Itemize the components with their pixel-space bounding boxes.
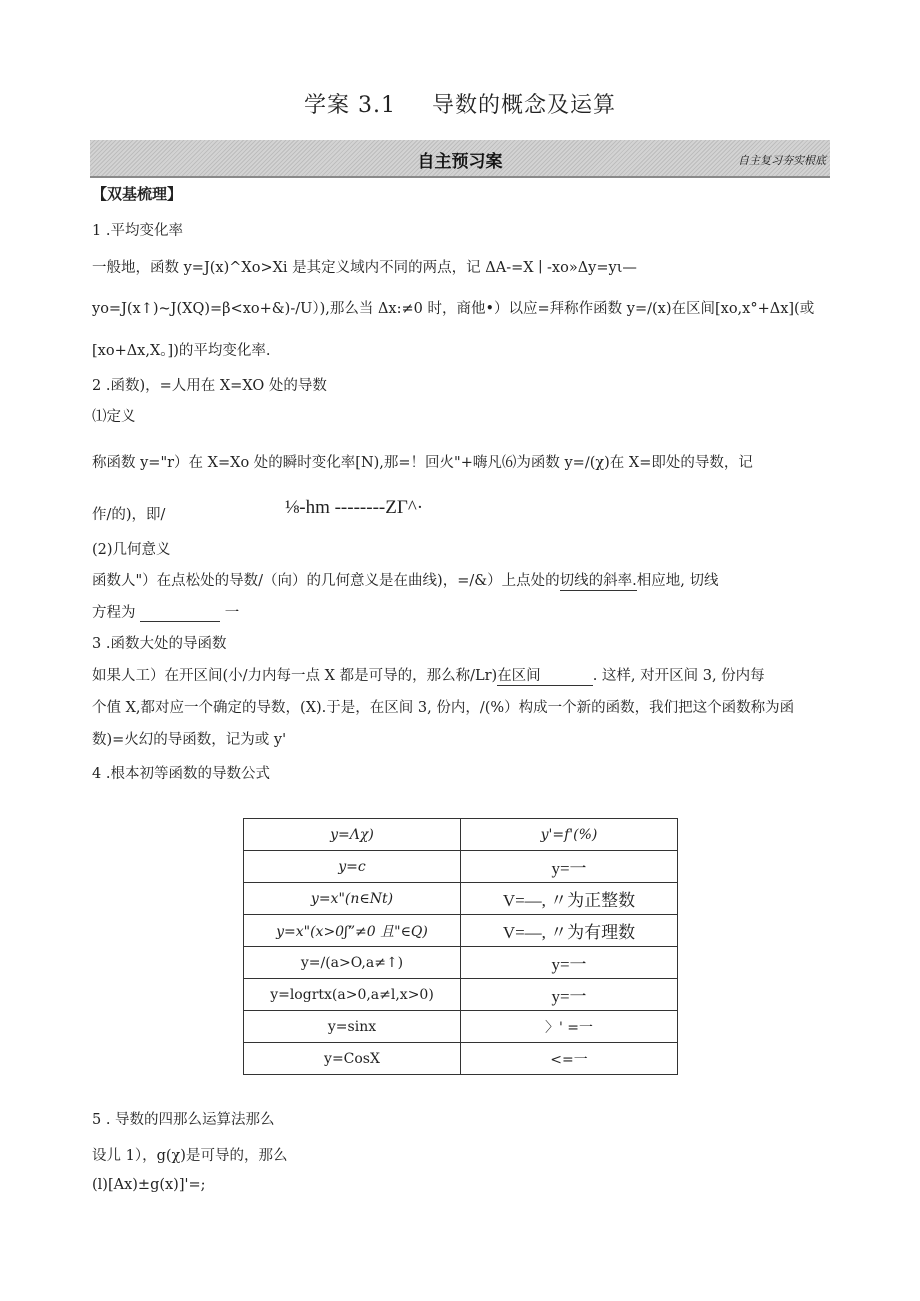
heading-formula-table: 4 .根本初等函数的导数公式	[92, 766, 270, 782]
heading-average-rate: 1 .平均变化率	[92, 223, 183, 239]
paragraph-line: 数)=火幻的导函数，记为或 y'	[92, 732, 287, 748]
table-cell-function: y=logrtx(a>0,a≠l,x>0)	[244, 979, 461, 1011]
title-number: 学案 3.1	[304, 93, 396, 118]
table-cell-derivative: V=—, 〃为正整数	[461, 883, 678, 915]
heading-derivative-at-point: 2 .函数)，=人用在 X=XO 处的导数	[92, 378, 327, 394]
table-row	[244, 883, 678, 915]
subheading-geometric: (2)几何意义	[92, 542, 171, 558]
table-cell-function: y=∕(a>O,a≠↑)	[244, 947, 461, 979]
table-row	[244, 979, 678, 1011]
paragraph-line: [xo+Δx,X。])的平均变化率.	[92, 343, 271, 359]
paragraph-line: 作/的)，即/	[92, 507, 166, 523]
section-banner	[90, 140, 830, 178]
subheading-definition: ⑴定义	[92, 409, 136, 425]
paragraph-line: 设儿 1），g(χ)是可导的，那么	[92, 1148, 288, 1164]
paragraph-line: (l)[Ax)±g(x)]'=;	[92, 1177, 206, 1193]
table-cell-derivative: <=一	[461, 1043, 678, 1075]
heading-derivative-function: 3 .函数大处的导函数	[92, 636, 227, 652]
table-row	[244, 947, 678, 979]
table-cell-function: y=sinx	[244, 1011, 461, 1043]
underlined-blank: 在区间	[497, 664, 593, 686]
derivative-formula-table	[243, 818, 678, 1075]
section-heading: 【双基梳理】	[92, 185, 183, 203]
title-text: 导数的概念及运算	[431, 93, 616, 118]
table-cell-derivative: y'=f'(%)	[461, 819, 678, 851]
paragraph-line: 个值 X,都对应一个确定的导数，(X).于是，在区间 3, 份内，/(%）构成一个新的函数，我们把这个函数称为函	[92, 700, 795, 716]
table-row	[244, 851, 678, 883]
paragraph-line: yo=J(x↑)~J(XQ)=β<xo+&)-/U）),那么当 Δx:≠0 时，商他•）以应=拜称作函数 y=∕(x)在区间[xo,x°+Δx](或	[92, 301, 815, 317]
paragraph-line: 称函数 y="r）在 X=Xo 处的瞬时变化率[N),那=！回火"+嗨凡⑹为函数 y=∕(χ)在 X=即处的导数，记	[92, 455, 753, 471]
table-cell-derivative: V=—, 〃为有理数	[461, 915, 678, 947]
paragraph-line: 方程为 一	[92, 605, 240, 621]
table-row	[244, 819, 678, 851]
table-cell-function: y=Λχ)	[244, 819, 461, 851]
underlined-answer: 切线的斜率.	[560, 569, 637, 591]
blank-line	[140, 605, 220, 622]
table-cell-function: y=c	[244, 851, 461, 883]
heading-operation-rules: 5 . 导数的四那么运算法那么	[92, 1112, 275, 1128]
table-cell-function: y=CosX	[244, 1043, 461, 1075]
table-cell-derivative: y=一	[461, 947, 678, 979]
paragraph-line: 一般地，函数 y=J(x)^Xo>Xi 是其定义域内不同的两点，记 ΔA-=X ∣ -xo»Δy=yι—	[92, 260, 637, 276]
banner-subtitle: 自主复习夯实根底	[738, 154, 826, 167]
banner-title: 自主预习案	[417, 152, 503, 172]
table-cell-function: y=x"(x>0ʃ”≠0 且"∈Q)	[244, 915, 461, 947]
limit-formula: ⅛-hm --------ZΓ^·	[285, 497, 424, 518]
paragraph-line: 函数人"）在点松处的导数/（向）的几何意义是在曲线)，=/&）上点处的切线的斜率.相应地, 切线	[92, 569, 718, 591]
table-cell-derivative: y=一	[461, 851, 678, 883]
table-row	[244, 1043, 678, 1075]
table-cell-derivative: y=一	[461, 979, 678, 1011]
table-cell-function: y=x"(n∈Nt)	[244, 883, 461, 915]
paragraph-line: 如果人工）在开区间(小/力内每一点 X 都是可导的，那么称/Lr)在区间 . 这样, 对开区间 3, 份内每	[92, 664, 765, 686]
table-row	[244, 1011, 678, 1043]
table-cell-derivative: 〉' =一	[461, 1011, 678, 1043]
table-row	[244, 915, 678, 947]
page-title	[0, 88, 920, 119]
